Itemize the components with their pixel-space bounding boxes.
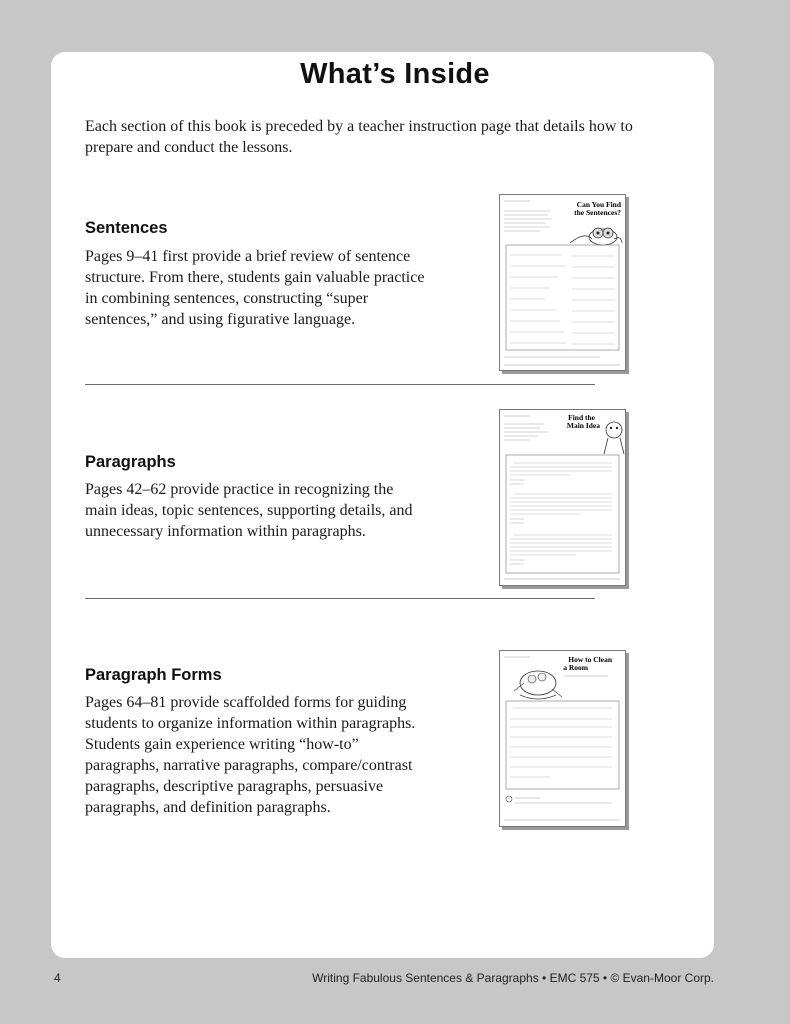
thumbnail-title-line-1: Find the [568, 413, 595, 422]
section-heading-paragraphs: Paragraphs [85, 453, 176, 471]
section-heading-sentences: Sentences [85, 219, 168, 237]
page-title: What’s Inside [300, 58, 490, 90]
section-body-paragraph-forms: Pages 64–81 provide scaffolded forms for guiding students to organize information within paragraphs. Students gain experience writing “how-to” paragraphs, narrative paragraphs, compare/contrast paragraphs, descriptive paragraphs, persuasive paragraphs, and definition paragraphs. [85, 694, 416, 816]
thumbnail-title-line-2: a Room [563, 663, 588, 672]
thumbnail-paragraphs-worksheet [499, 409, 626, 586]
footer-page-number: 4 [54, 971, 61, 985]
thumbnail-sentences-worksheet [499, 194, 626, 371]
cartoon-character-icon [604, 422, 624, 454]
cartoon-cleaning-icon [514, 671, 562, 699]
footer-credit: Writing Fabulous Sentences & Paragraphs • EMC 575 • © Evan-Moor Corp. [312, 971, 714, 985]
section-body-sentences: Pages 9–41 first provide a brief review of sentence structure. From there, students gain valuable practice in combining sentences, constructing “super sentences,” and using figurative language. [85, 248, 425, 328]
thumbnail-paragraph-forms-worksheet [499, 650, 626, 827]
thumbnail-title-line-2: the Sentences? [574, 208, 621, 217]
section-divider-2 [85, 598, 595, 599]
thumbnail-title-line-1: How to Clean [568, 655, 612, 664]
section-body-paragraphs: Pages 42–62 provide practice in recognizing the main ideas, topic sentences, supporting details, and unnecessary information within paragraphs. [85, 481, 413, 540]
cartoon-animal-icon [570, 228, 622, 245]
section-heading-paragraph-forms: Paragraph Forms [85, 666, 222, 684]
section-divider-1 [85, 384, 595, 385]
thumbnail-title-line-2: Main Idea [566, 421, 600, 430]
intro-paragraph: Each section of this book is preceded by a teacher instruction page that details how to prepare and conduct the lessons. [85, 118, 633, 156]
thumbnail-title-line-1: Can You Find [576, 200, 621, 209]
